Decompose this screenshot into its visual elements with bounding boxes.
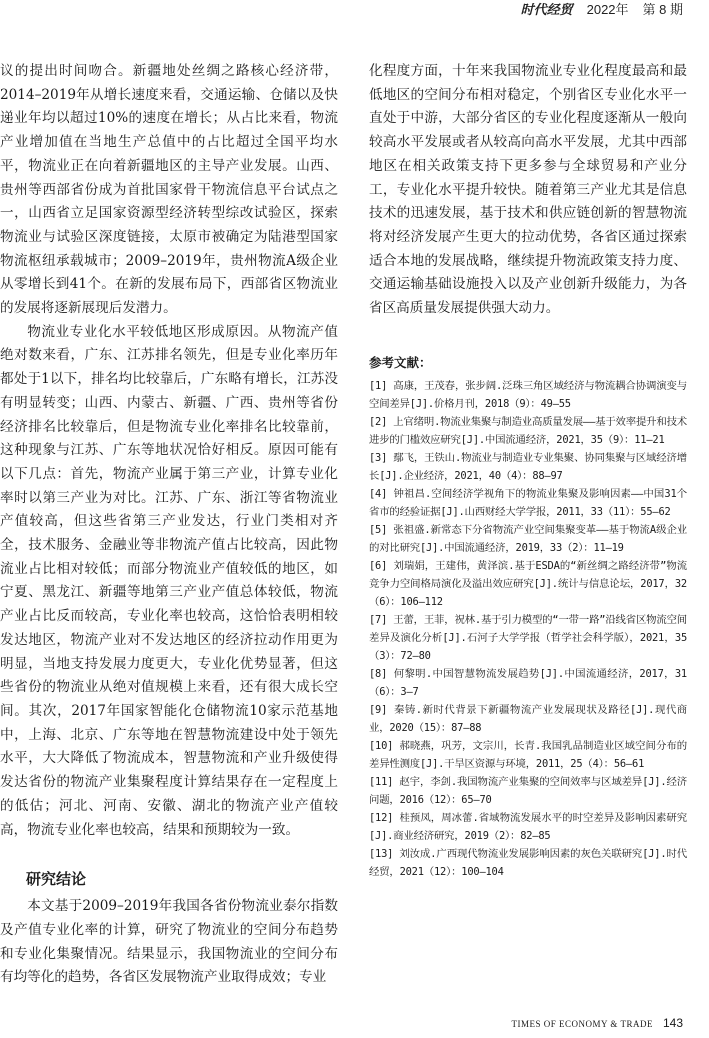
references-list (369, 377, 687, 881)
reference-item: [8] 何黎明.中国智慧物流发展趋势[J].中国流通经济，2017，31（6）：3–7 (369, 667, 687, 698)
journal-name: TIMES OF ECONOMY & TRADE (511, 1019, 653, 1029)
reference-item: [3] 鄢飞，王铁山.物流业与制造业专业集聚、协同集聚与区域经济增长[J].企业经济，2021，40（4）：88–97 (369, 451, 687, 482)
section-heading: 研究结论 (26, 870, 87, 889)
right-column (369, 60, 687, 881)
reference-item: [13] 刘汝成.广西现代物流业发展影响因素的灰色关联研究[J].时代经贸，2021（12）：100–104 (369, 847, 687, 878)
issue-year: 2022年 (586, 1, 629, 17)
reference-item: [5] 张祖盛.新常态下分省物流产业空间集聚变革——基于物流A级企业的对比研究[J].中国流通经济，2019，33（2）：11–19 (369, 523, 687, 554)
reference-item: [12] 桂预凤，周冰蕾.省域物流发展水平的时空差异及影响因素研究[J].商业经济研究，2019（2）：82–85 (369, 811, 687, 842)
reference-item: [6] 刘瑞娟，王建伟，黄泽滨.基于ESDA的“新丝绸之路经济带”物流竞争力空间格局演化及溢出效应研究[J].统计与信息论坛，2017，32（6）：106–112 (369, 559, 687, 608)
reference-item: [2] 上官绪明.物流业集聚与制造业高质量发展——基于效率提升和技术进步的门槛效应研究[J].中国流通经济，2021，35（9）：11–21 (369, 415, 687, 446)
references-heading: 参考文献： (369, 354, 432, 370)
reference-item: [1] 高康，王茂春，张步阔.泛珠三角区域经济与物流耦合协调演变与空间差异[J].价格月刊，2018（9）：49–55 (369, 379, 687, 410)
page-footer (511, 1016, 683, 1030)
reference-item: [10] 郝晓燕，巩芳，文宗川，长青.我国乳品制造业区域空间分布的差异性测度[J].干旱区资源与环境，2011，25（4）：56–61 (369, 739, 687, 770)
body-paragraph: 物流业专业化水平较低地区形成原因。从物流产值绝对数来看，广东、江苏排名领先，但是专业化率历年都处于1以下，排名均比较靠后，广东略有增长，江苏没有明显转变；山西、内蒙古、新疆、广西、贵州等省份经济排名比较靠后，但是物流专业化率排名比较靠前，这种现象与江苏、广东等地状况恰好相反。原因可能有以下几点：首先，物流产业属于第三产业，计算专业化率时以第三产业为对比。江苏、广东、浙江等省物流业产值较高，但这些省第三产业发达，行业门类相对齐全，技术服务、金融业等非物流产值占比较高，因此物流业占比相对较低；而部分物流业产值较低的地区，如宁夏、黑龙江、新疆等地第三产业产值总体较低，物流产业占比反而较高，专业化率也较高，这恰恰表明相较发达地区，物流产业对不发达地区的经济拉动作用更为明显，当地支持发展力度更大，专业化优势显著，但这些省份的物流业从绝对值规模上来看，还有很大成长空间。其次，2017年国家智能化仓储物流10家示范基地中，上海、北京、广东等地在智慧物流建设中处于领先水平，大大降低了物流成本，智慧物流和产业升级使得发达省份的物流产业集聚程度计算结果存在一定程度上的低估；河北、河南、安徽、湖北的物流产业产值较高，物流专业化率也较高，结果和预期较为一致。 (0, 323, 338, 838)
body-paragraph: 化程度方面，十年来我国物流业专业化程度最高和最低地区的空间分布相对稳定，个别省区专业化水平一直处于中游，大部分省区的专业化程度逐渐从一般向较高水平发展或者从较高向高水平发展，尤其中西部地区在相关政策支持下更多参与全球贸易和产业分工，专业化水平提升较快。随着第三产业尤其是信息技术的迅速发展，基于技术和供应链创新的智慧物流将对经济发展产生更大的拉动优势，各省区通过探索适合本地的发展战略，继续提升物流政策支持力度、交通运输基础设施投入以及产业创新升级能力，为各省区高质量发展提供强大动力。 (369, 63, 687, 317)
reference-item: [11] 赵宇，李剑.我国物流产业集聚的空间效率与区域差异[J].经济问题，2016（12）：65–70 (369, 775, 687, 806)
reference-item: [4] 钟祖昌.空间经济学视角下的物流业集聚及影响因素——中国31个省市的经验证据[J].山西财经大学学报，2011，33（11）：55–62 (369, 487, 687, 518)
conclusion-paragraph: 本文基于2009–2019年我国各省份物流业泰尔指数及产值专业化率的计算，研究了物流业的空间分布趋势和专业化集聚情况。结果显示，我国物流业的空间分布有均等化的趋势，各省区发展物流产业取得成效；专业 (0, 898, 338, 986)
page-header (521, 0, 683, 16)
issue-number: 第 8 期 (642, 1, 683, 17)
body-paragraph: 议的提出时间吻合。新疆地处丝绸之路核心经济带，2014–2019年从增长速度来看，交通运输、仓储以及快递业年均以超过10%的速度在增长；从占比来看，物流产业增加值在当地生产总值中的占比超过全国平均水平，物流业正在向着新疆地区的主导产业发展。山西、贵州等西部省份成为首批国家骨干物流信息平台试点之一，山西省立足国家资源型经济转型综改试验区，探索物流业与试验区深度链接，太原市被确定为陆港型国家物流枢纽承载城市；2009–2019年，贵州物流A级企业从零增长到41个。在新的发展布局下，西部省区物流业的发展将逐新展现后发潜力。 (0, 63, 338, 317)
magazine-name: 时代经贸 (520, 2, 573, 18)
reference-item: [7] 王蕾，王菲，祝林.基于引力模型的“一带一路”沿线省区物流空间差异及演化分析[J].石河子大学学报（哲学社会科学版），2021，35（3）：72–80 (369, 613, 687, 662)
left-column (0, 60, 338, 990)
page-number: 143 (662, 1016, 683, 1030)
reference-item: [9] 秦铸.新时代背景下新疆物流产业发展现状及路径[J].现代商业，2020（15）：87–88 (369, 703, 687, 734)
